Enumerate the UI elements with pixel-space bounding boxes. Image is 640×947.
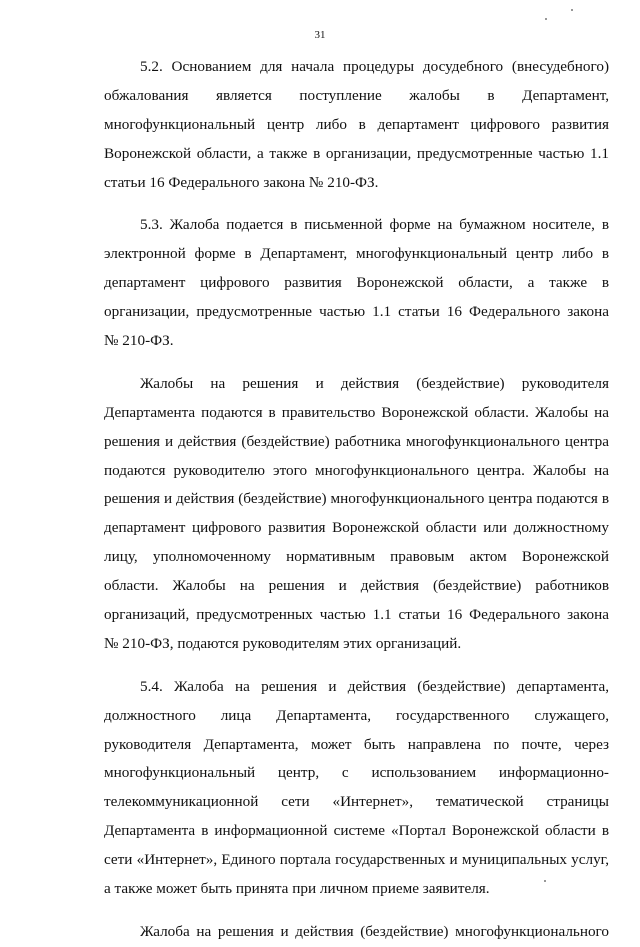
text-line: департамент цифрового развития Воронежской области, а также в — [104, 274, 609, 292]
text-line: № 210-ФЗ, подаются руководителям этих организаций. — [104, 634, 462, 652]
text-line: электронной форме в Департамент, многофункциональный центр либо в — [104, 245, 609, 263]
paragraph-gap — [104, 904, 609, 918]
scan-speck — [544, 880, 546, 882]
text-line: организаций, предусмотренных частью 1.1 статьи 16 Федерального закона — [104, 606, 609, 624]
text-line: а также может быть принята при личном приеме заявителя. — [104, 880, 490, 898]
text-line: Жалобы на решения и действия (бездействие) руководителя — [140, 374, 609, 392]
paragraph — [104, 918, 609, 947]
text-line: обжалования является поступление жалобы в Департамент, — [104, 86, 609, 104]
text-line: многофункциональный центр либо в департамент цифрового развития — [104, 115, 609, 133]
paragraph-gap — [104, 197, 609, 211]
page-number: 31 — [314, 29, 326, 41]
paragraph-gap — [104, 659, 609, 673]
paragraph-gap — [104, 356, 609, 370]
text-line: многофункциональный центр, с использованием информационно- — [104, 764, 609, 782]
text-line: 5.3. Жалоба подается в письменной форме на бумажном носителе, в — [140, 216, 609, 234]
paragraph — [104, 673, 609, 904]
text-line: статьи 16 Федерального закона № 210-ФЗ. — [104, 173, 379, 191]
text-line: должностного лица Департамента, государственного служащего, — [104, 706, 609, 724]
paragraph — [104, 370, 609, 659]
text-line: телекоммуникационной сети «Интернет», тематической страницы — [104, 793, 609, 811]
text-line: сети «Интернет», Единого портала государственных и муниципальных услуг, — [104, 851, 609, 869]
text-line: Департамента в информационной системе «Портал Воронежской области в — [104, 822, 609, 840]
text-line: № 210-ФЗ. — [104, 332, 174, 350]
text-line: 5.4. Жалоба на решения и действия (бездействие) департамента, — [140, 677, 609, 695]
text-line: подаются руководителю этого многофункционального центра. Жалобы на — [104, 461, 609, 479]
scan-speck — [571, 9, 573, 11]
text-line: Департамента подаются в правительство Воронежской области. Жалобы на — [104, 403, 609, 421]
document-body — [104, 53, 609, 947]
text-line: организации, предусмотренные частью 1.1 статьи 16 Федерального закона — [104, 303, 609, 321]
text-line: лицу, уполномоченному нормативным правовым актом Воронежской — [104, 548, 609, 566]
text-line: области. Жалобы на решения и действия (бездействие) работников — [104, 577, 609, 595]
text-line: департамент цифрового развития Воронежской области или должностному — [104, 519, 609, 537]
text-line: 5.2. Основанием для начала процедуры досудебного (внесудебного) — [140, 58, 609, 75]
scan-speck — [545, 18, 547, 20]
text-line: Воронежской области, а также в организации, предусмотренные частью 1.1 — [104, 144, 609, 162]
paragraph — [104, 211, 609, 355]
text-line: решения и действия (бездействие) многофункционального центра подаются в — [104, 490, 609, 508]
text-line: Жалоба на решения и действия (бездействие) многофункционального — [140, 922, 609, 940]
text-line: решения и действия (бездействие) работника многофункционального центра — [104, 432, 609, 450]
text-line: руководителя Департамента, может быть направлена по почте, через — [104, 735, 609, 753]
paragraph — [104, 53, 609, 197]
